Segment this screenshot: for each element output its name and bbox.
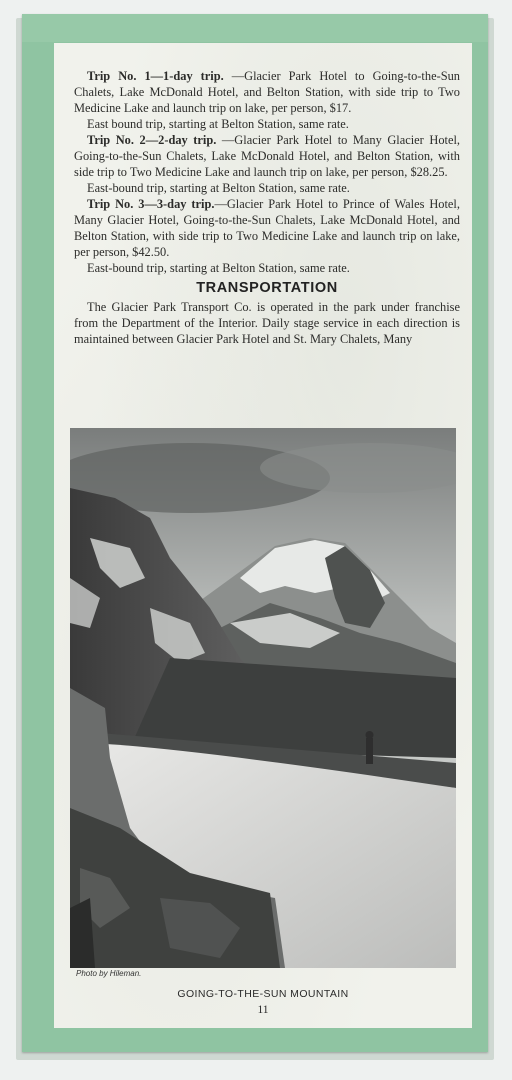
trip-1-paragraph [74,68,460,116]
trip-3-description: —Glacier Park Hotel to Prince of Wales Hotel, Many Glacier Hotel, Going-to-the-Sun Chalets, Lake McDonald Hotel, and Belton Station, with side trip to Two Medicine Lake and launch trip on lake, per person, $42.50. [74,197,460,259]
trip-2-description: —Glacier Park Hotel to Many Glacier Hotel, Going-to-the-Sun Chalets, Lake McDonald Hotel, and Belton Station, with side trip to Two Medicine Lake and launch trip on lake, per person, $28.25. [74,133,460,179]
trip-3-paragraph [74,196,460,260]
trip-2-label: Trip No. 2—2-day trip. [87,133,217,147]
trip-3-eastbound: East-bound trip, starting at Belton Station, same rate. [87,261,350,275]
section-heading: TRANSPORTATION [196,280,338,296]
trip-1-label: Trip No. 1—1-day trip. [87,69,224,83]
photo-credit: Photo by Hileman. [76,969,142,978]
transport-paragraph: The Glacier Park Transport Co. is operated in the park under franchise from the Department of the Interior. Daily stage service in each direction is maintained between Glacier Park Hotel and St. Mary Chalets, Many [74,300,460,346]
itinerary-text [74,68,460,347]
trip-3-label: Trip No. 3—3-day trip. [87,197,215,211]
page-number: 11 [257,1004,269,1016]
trip-1-eastbound: East bound trip, starting at Belton Station, same rate. [87,117,349,131]
trip-1-description: —Glacier Park Hotel to Going-to-the-Sun Chalets, Lake McDonald Hotel, and Belton Station, with side trip to Two Medicine Lake and launch trip on lake, per person, $17. [74,69,460,115]
photo-caption: GOING-TO-THE-SUN MOUNTAIN [177,988,349,1000]
mountain-photo [70,428,456,968]
trip-2-eastbound: East-bound trip, starting at Belton Station, same rate. [87,181,350,195]
trip-2-paragraph [74,132,460,180]
